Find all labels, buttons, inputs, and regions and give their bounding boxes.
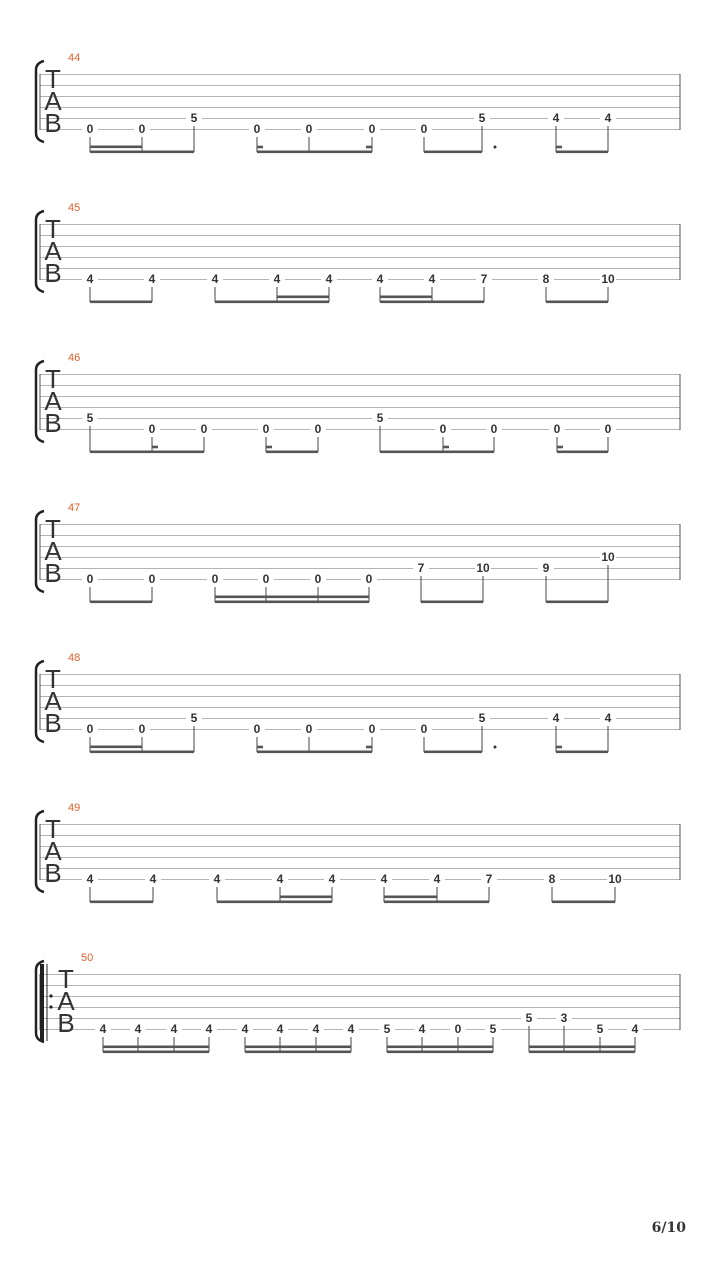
- tab-system: [36, 352, 680, 453]
- fret-number: 0: [305, 722, 313, 736]
- fret-number: 4: [347, 1022, 355, 1036]
- fret-number: 0: [138, 722, 146, 736]
- fret-number: 4: [328, 872, 336, 886]
- beam: [90, 146, 142, 149]
- tab-clef-letter: T: [45, 64, 61, 94]
- fret-number: 0: [420, 722, 428, 736]
- fret-number: 5: [525, 1011, 533, 1025]
- fret-number: 0: [253, 122, 261, 136]
- fret-number: 4: [604, 111, 612, 125]
- beam-stub: [266, 446, 272, 449]
- beam: [90, 601, 152, 604]
- beam: [424, 151, 482, 154]
- repeat-dot: [49, 994, 52, 997]
- fret-number: 10: [608, 872, 622, 886]
- tab-clef-letter: B: [44, 108, 62, 138]
- beam-stub: [366, 746, 372, 749]
- measure-number: 48: [68, 652, 81, 664]
- fret-number: 0: [368, 122, 376, 136]
- tab-system: [36, 202, 680, 303]
- tab-clef-letter: B: [44, 408, 62, 438]
- beam: [556, 151, 608, 154]
- fret-number: 4: [211, 272, 219, 286]
- fret-number: 0: [314, 422, 322, 436]
- beam: [387, 1046, 493, 1049]
- fret-number: 3: [560, 1011, 568, 1025]
- beam: [103, 1046, 209, 1049]
- page-number: 6/10: [651, 1220, 686, 1236]
- fret-number: 0: [86, 572, 94, 586]
- fret-number: 5: [190, 111, 198, 125]
- beam: [217, 901, 332, 904]
- beam: [384, 901, 489, 904]
- measure-number: 50: [81, 952, 94, 964]
- tab-clef-letter: A: [57, 986, 75, 1016]
- tab-clef-letter: A: [44, 836, 62, 866]
- fret-number: 4: [213, 872, 221, 886]
- rhythm-dot: [494, 146, 497, 149]
- tab-system: [36, 802, 680, 903]
- beam: [90, 451, 204, 454]
- tab-clef-letter: B: [44, 858, 62, 888]
- fret-number: 0: [420, 122, 428, 136]
- beam: [90, 746, 142, 749]
- fret-number: 0: [148, 572, 156, 586]
- measure-number: 44: [68, 52, 81, 64]
- beam: [103, 1051, 209, 1054]
- fret-number: 0: [305, 122, 313, 136]
- fret-number: 4: [631, 1022, 639, 1036]
- fret-number: 5: [190, 711, 198, 725]
- beam: [215, 301, 329, 304]
- fret-number: 0: [604, 422, 612, 436]
- tab-clef-letter: B: [44, 708, 62, 738]
- beam: [556, 751, 608, 754]
- fret-number: 4: [380, 872, 388, 886]
- tab-system: [36, 502, 680, 603]
- beam: [277, 296, 329, 299]
- fret-number: 5: [383, 1022, 391, 1036]
- fret-number: 4: [552, 111, 560, 125]
- fret-number: 0: [365, 572, 373, 586]
- beam-stub: [257, 746, 263, 749]
- beam: [552, 901, 615, 904]
- fret-number: 0: [86, 122, 94, 136]
- fret-number: 4: [148, 272, 156, 286]
- fret-number: 0: [148, 422, 156, 436]
- fret-number: 5: [478, 711, 486, 725]
- beam: [215, 601, 369, 604]
- beam: [266, 451, 318, 454]
- fret-number: 4: [604, 711, 612, 725]
- tab-clef-letter: A: [44, 386, 62, 416]
- measure-number: 45: [68, 202, 81, 214]
- tab-clef-letter: A: [44, 686, 62, 716]
- tab-system: [36, 652, 680, 753]
- beam: [215, 596, 369, 599]
- measure-number: 49: [68, 802, 81, 814]
- tab-clef-letter: B: [44, 258, 62, 288]
- tab-clef-letter: T: [45, 664, 61, 694]
- beam: [245, 1051, 351, 1054]
- beam: [90, 751, 194, 754]
- fret-number: 4: [552, 711, 560, 725]
- beam: [546, 301, 608, 304]
- repeat-dot: [49, 1005, 52, 1008]
- tab-clef-letter: T: [45, 514, 61, 544]
- tab-clef-letter: A: [44, 536, 62, 566]
- fret-number: 4: [205, 1022, 213, 1036]
- tab-clef-letter: A: [44, 236, 62, 266]
- beam: [380, 451, 494, 454]
- beam: [257, 751, 372, 754]
- fret-number: 4: [149, 872, 157, 886]
- fret-number: 5: [596, 1022, 604, 1036]
- measure-number: 46: [68, 352, 81, 364]
- fret-number: 4: [312, 1022, 320, 1036]
- beam-stub: [557, 446, 563, 449]
- fret-number: 0: [262, 422, 270, 436]
- fret-number: 0: [262, 572, 270, 586]
- beam: [380, 296, 432, 299]
- fret-number: 4: [241, 1022, 249, 1036]
- fret-number: 8: [542, 272, 550, 286]
- fret-number: 0: [553, 422, 561, 436]
- fret-number: 10: [601, 550, 615, 564]
- fret-number: 4: [170, 1022, 178, 1036]
- beam: [90, 901, 153, 904]
- beam: [529, 1046, 635, 1049]
- tab-system: [36, 52, 680, 153]
- beam: [380, 301, 484, 304]
- tab-clef-letter: T: [45, 214, 61, 244]
- fret-number: 0: [253, 722, 261, 736]
- beam: [424, 751, 482, 754]
- fret-number: 5: [376, 411, 384, 425]
- tab-clef-letter: A: [44, 86, 62, 116]
- beam: [387, 1051, 493, 1054]
- beam: [90, 301, 152, 304]
- fret-number: 5: [86, 411, 94, 425]
- tab-clef-letter: T: [45, 364, 61, 394]
- fret-number: 0: [211, 572, 219, 586]
- beam: [384, 896, 437, 899]
- beam: [529, 1051, 635, 1054]
- fret-number: 0: [138, 122, 146, 136]
- fret-number: 0: [368, 722, 376, 736]
- fret-number: 0: [490, 422, 498, 436]
- fret-number: 4: [376, 272, 384, 286]
- fret-number: 4: [273, 272, 281, 286]
- beam-stub: [443, 446, 449, 449]
- fret-number: 0: [200, 422, 208, 436]
- rhythm-dot: [494, 746, 497, 749]
- fret-number: 5: [478, 111, 486, 125]
- beam: [257, 151, 372, 154]
- tab-clef-letter: T: [45, 814, 61, 844]
- fret-number: 0: [454, 1022, 462, 1036]
- fret-number: 5: [489, 1022, 497, 1036]
- beam-stub: [556, 746, 562, 749]
- fret-number: 7: [417, 561, 425, 575]
- beam-stub: [152, 446, 158, 449]
- tab-clef-letter: B: [44, 558, 62, 588]
- beam: [546, 601, 608, 604]
- fret-number: 0: [314, 572, 322, 586]
- fret-number: 4: [86, 872, 94, 886]
- repeat-thick-bar: [40, 964, 44, 1041]
- fret-number: 4: [276, 1022, 284, 1036]
- fret-number: 8: [548, 872, 556, 886]
- fret-number: 4: [99, 1022, 107, 1036]
- tab-system: [36, 952, 680, 1053]
- tab-clef-letter: T: [58, 964, 74, 994]
- fret-number: 4: [134, 1022, 142, 1036]
- measure-number: 47: [68, 502, 81, 514]
- fret-number: 0: [86, 722, 94, 736]
- fret-number: 4: [428, 272, 436, 286]
- fret-number: 4: [86, 272, 94, 286]
- fret-number: 10: [601, 272, 615, 286]
- beam-stub: [366, 146, 372, 149]
- fret-number: 9: [542, 561, 550, 575]
- beam-stub: [556, 146, 562, 149]
- fret-number: 10: [476, 561, 490, 575]
- beam: [90, 151, 194, 154]
- fret-number: 4: [433, 872, 441, 886]
- fret-number: 7: [480, 272, 488, 286]
- beam: [421, 601, 483, 604]
- beam-stub: [257, 146, 263, 149]
- fret-number: 4: [325, 272, 333, 286]
- fret-number: 4: [418, 1022, 426, 1036]
- beam: [245, 1046, 351, 1049]
- beam: [557, 451, 608, 454]
- fret-number: 7: [485, 872, 493, 886]
- fret-number: 4: [276, 872, 284, 886]
- tab-clef-letter: B: [57, 1008, 75, 1038]
- beam: [280, 896, 332, 899]
- fret-number: 0: [439, 422, 447, 436]
